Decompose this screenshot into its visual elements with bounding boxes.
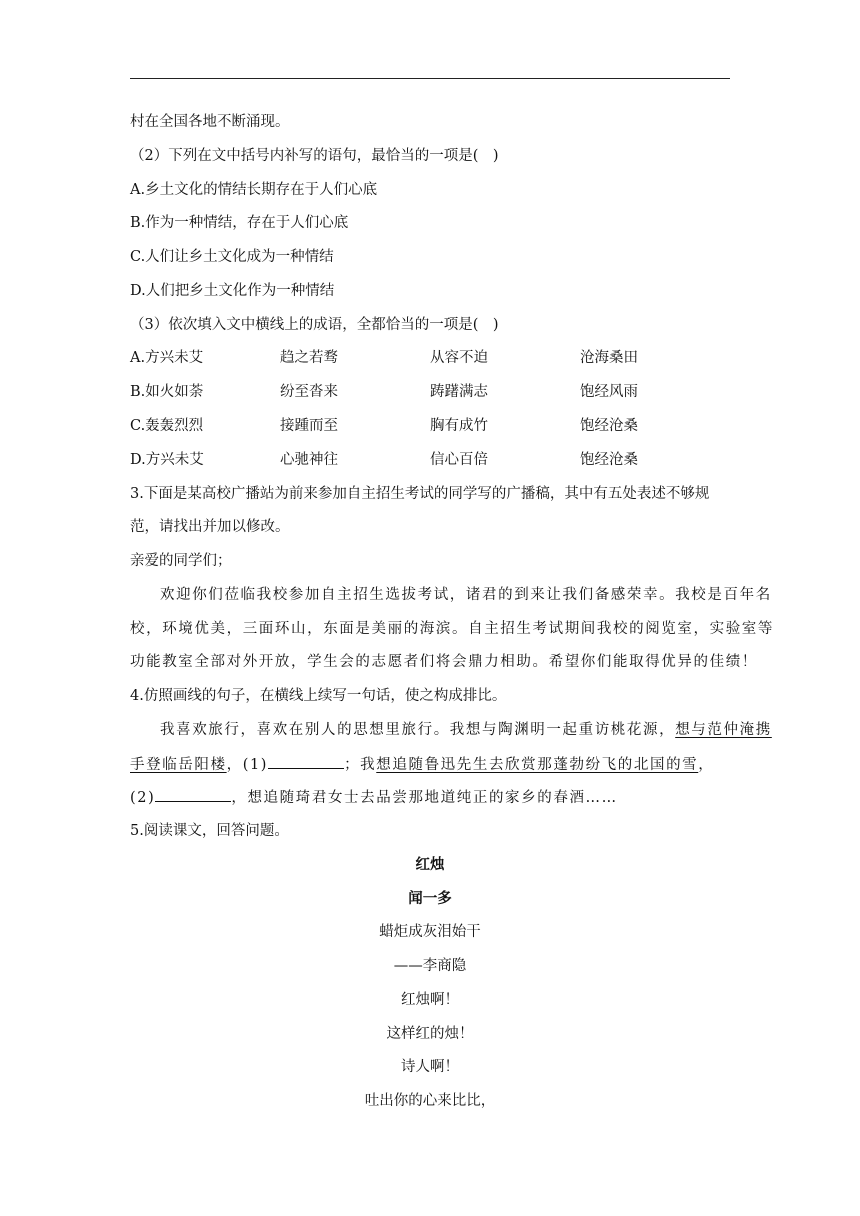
passage-line	[130, 787, 618, 808]
poem-verse: 红烛啊！	[401, 992, 459, 1008]
option-label: C.轰轰烈烈	[130, 418, 204, 434]
passage-line	[130, 754, 714, 775]
option-d: D.人们把乡土文化作为一种情结	[130, 283, 335, 299]
epigraph-author: ——李商隐	[393, 958, 467, 974]
answer-blank[interactable]	[155, 787, 231, 802]
option-a: A.乡土文化的情结长期存在于人们心底	[130, 182, 378, 198]
option-b: B.作为一种情结，存在于人们心底	[130, 215, 349, 231]
question-3-stem: （3）依次填入文中横线上的成语，全都恰当的一项是( )	[130, 317, 499, 333]
passage-line	[160, 720, 772, 740]
poem-title: 红烛	[415, 856, 445, 873]
broadcast-paragraph: 校，环境优美，三面环山，东面是美丽的海滨。自主招生考试期间我校的阅览室，实验室等	[130, 621, 774, 637]
option-label: B.如火如荼	[130, 384, 204, 400]
option-idiom: 沧海桑田	[580, 350, 638, 366]
option-c: C.人们让乡土文化成为一种情结	[130, 249, 334, 265]
broadcast-paragraph: 功能教室全部对外开放，学生会的志愿者们将会鼎力相助。希望你们能取得优异的佳绩！	[130, 654, 758, 670]
poem-verse: 吐出你的心来比比，	[364, 1093, 496, 1109]
question-4-stem: 4.仿照画线的句子，在横线上续写一句话，使之构成排比。	[130, 688, 507, 704]
underlined-sentence: 想追随鲁迅先生去欣赏那蓬勃纷飞的北国的雪	[376, 757, 699, 773]
option-idiom: 信心百倍	[430, 452, 488, 468]
option-idiom: 饱经风雨	[580, 384, 638, 400]
question-3-line2: 范，请找出并加以修改。	[130, 519, 290, 535]
passage-text: ，想追随琦君女士去品尝那地道纯正的家乡的春酒……	[231, 790, 618, 806]
question-2-stem: （2）下列在文中括号内补写的语句，最恰当的一项是( )	[130, 148, 499, 164]
option-idiom: 胸有成竹	[430, 418, 488, 434]
option-idiom: 饱经沧桑	[580, 452, 638, 468]
option-idiom: 纷至沓来	[280, 384, 338, 400]
passage-text: ，	[698, 757, 715, 773]
option-idiom: 趋之若骛	[280, 350, 338, 366]
poem-verse: 诗人啊！	[401, 1059, 459, 1075]
question-3-line1: 3.下面是某高校广播站为前来参加自主招生考试的同学写的广播稿，其中有五处表述不够规	[130, 486, 710, 502]
blank-label: ，(1)	[226, 757, 269, 773]
underlined-sentence: 手登临岳阳楼	[130, 757, 227, 773]
option-label: A.方兴未艾	[130, 350, 204, 366]
poem-author: 闻一多	[408, 890, 452, 907]
text-line: 村在全国各地不断涌现。	[130, 114, 290, 130]
blank-label: (2)	[130, 790, 156, 806]
option-idiom: 心驰神往	[280, 452, 338, 468]
broadcast-paragraph: 欢迎你们莅临我校参加自主招生选拔考试，诸君的到来让我们备感荣幸。我校是百年名	[160, 587, 772, 603]
answer-blank[interactable]	[268, 754, 344, 769]
header-rule	[130, 78, 730, 79]
underlined-sentence: 想与范仲淹携	[675, 722, 772, 738]
passage-text: ；我	[344, 757, 377, 773]
option-idiom: 接踵而至	[280, 418, 338, 434]
poem-verse: 这样红的烛！	[386, 1026, 474, 1042]
epigraph: 蜡炬成灰泪始干	[379, 924, 481, 940]
greeting: 亲爱的同学们；	[130, 553, 232, 569]
option-idiom: 饱经沧桑	[580, 418, 638, 434]
option-idiom: 踌躇满志	[430, 384, 488, 400]
question-5-stem: 5.阅读课文，回答问题。	[130, 823, 289, 839]
passage-text: 我喜欢旅行，喜欢在别人的思想里旅行。我想与陶渊明一起重访桃花源，	[160, 722, 676, 738]
option-label: D.方兴未艾	[130, 452, 204, 468]
option-idiom: 从容不迫	[430, 350, 488, 366]
